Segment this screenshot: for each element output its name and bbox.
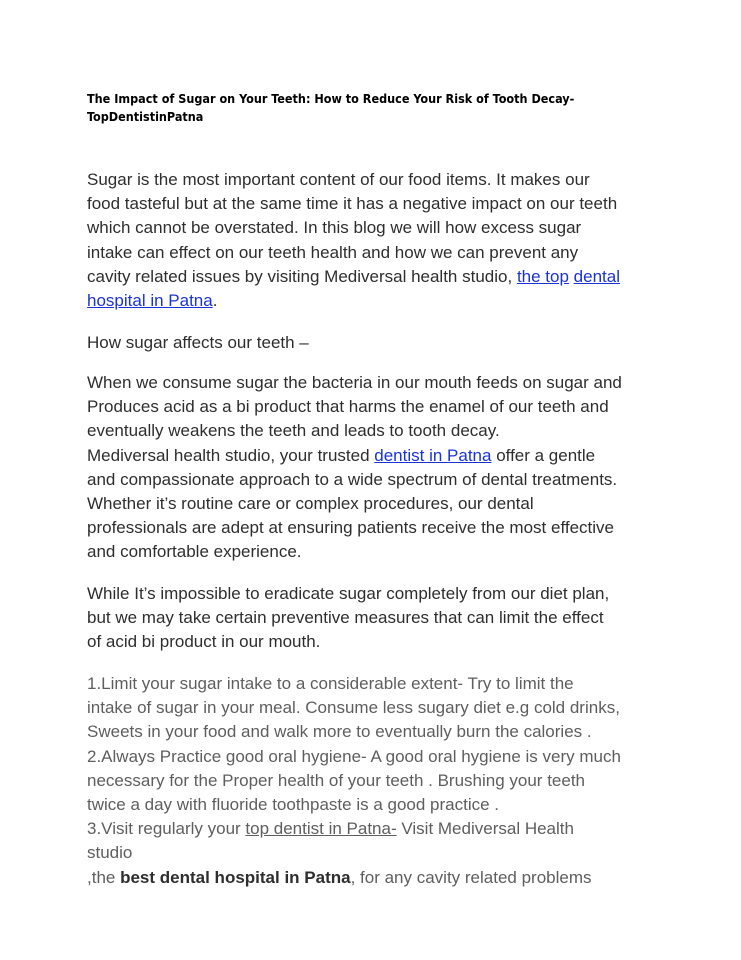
intro-end: . [212, 291, 218, 311]
tip-text: Visit Mediversal Health [396, 819, 574, 839]
title-line-2: TopDentistinPatna [87, 109, 204, 124]
tip-text: , for any cavity related problems [350, 867, 592, 887]
tip-line: necessary for the Proper health of your teeth . Brushing your teeth [87, 770, 586, 790]
effects-line: and compassionate approach to a wide spectrum of dental treatments. [87, 469, 618, 489]
document-title [87, 90, 647, 126]
intro-line: food tasteful but at the same time it has a negative impact on our teeth [87, 194, 618, 214]
intro-line: Sugar is the most important content of our food items. It makes our [87, 170, 590, 189]
effects-line-text: Mediversal health studio, your trusted [87, 445, 375, 465]
intro-line [87, 265, 667, 289]
prevention-line: of acid bi product in our mouth. [87, 632, 321, 652]
intro-line: which cannot be overstated. In this blog we will how excess sugar [87, 218, 582, 238]
effects-paragraph [87, 371, 667, 565]
dentist-in-patna-link[interactable]: dentist in Patna [374, 445, 492, 465]
effects-line: Produces acid as a bi product that harms the enamel of our teeth and [87, 397, 609, 417]
intro-line [87, 289, 667, 313]
intro-paragraph [87, 168, 667, 313]
tip-line: Sweets in your food and walk more to eventually burn the calories . [87, 722, 592, 742]
tip-line [87, 866, 667, 890]
heading-text: How sugar affects our teeth – [87, 333, 309, 352]
the-top-link[interactable]: the top [516, 266, 569, 286]
intro-line: intake can effect on our teeth health and how we can prevent any [87, 242, 579, 262]
tip-line [87, 817, 667, 841]
prevention-line: but we may take certain preventive measures that can limit the effect [87, 608, 604, 628]
tip-line: intake of sugar in your meal. Consume less sugary diet e.g cold drinks, [87, 698, 620, 718]
best-dental-hospital-text: best dental hospital in Patna [120, 867, 351, 887]
tip-line: twice a day with fluoride toothpaste is a good practice . [87, 795, 500, 815]
dental-link[interactable]: dental [573, 266, 620, 286]
effects-line-text: offer a gentle [491, 445, 596, 465]
section-heading [87, 331, 667, 355]
effects-line [87, 444, 667, 468]
effects-line: When we consume sugar the bacteria in our mouth feeds on sugar and [87, 373, 622, 392]
top-dentist-in-patna-link[interactable]: top dentist in Patna- [245, 819, 397, 839]
tips-list [87, 672, 667, 890]
intro-line-text: cavity related issues by visiting Mediversal health studio, [87, 266, 517, 286]
tip-line: 2.Always Practice good oral hygiene- A good oral hygiene is very much [87, 746, 621, 766]
tip-text: 3.Visit regularly your [87, 819, 246, 839]
tip-line: 1.Limit your sugar intake to a considerable extent- Try to limit the [87, 674, 574, 693]
tip-text: ,the [87, 867, 121, 887]
effects-line: and comfortable experience. [87, 542, 302, 562]
effects-line: Whether it’s routine care or complex procedures, our dental [87, 494, 534, 514]
effects-line: professionals are adept at ensuring patients receive the most effective [87, 518, 614, 538]
prevention-paragraph [87, 582, 667, 655]
tip-line: studio [87, 843, 133, 863]
prevention-line: While It’s impossible to eradicate sugar completely from our diet plan, [87, 584, 610, 603]
effects-line: eventually weakens the teeth and leads to tooth decay. [87, 421, 500, 441]
hospital-in-patna-link[interactable]: hospital in Patna [87, 291, 213, 311]
title-line-1: The Impact of Sugar on Your Teeth: How to Reduce Your Risk of Tooth Decay- [87, 91, 575, 106]
